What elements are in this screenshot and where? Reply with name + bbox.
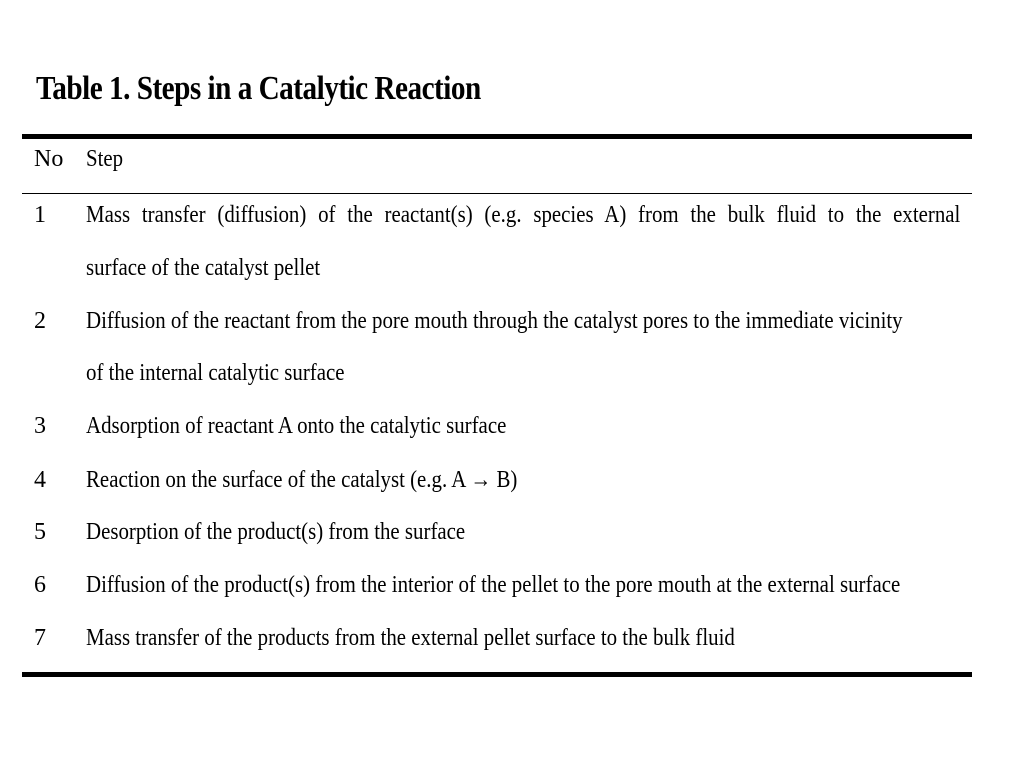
row-5-step: Desorption of the product(s) from the surface (86, 519, 466, 545)
row-3-number: 3 (34, 413, 46, 439)
row-2-step-line-1: Diffusion of the reactant from the pore mouth through the catalyst pores to the immediate vicinity (86, 308, 903, 334)
table-top-rule (22, 134, 972, 139)
row-6-number: 6 (34, 572, 46, 598)
row-5-number: 5 (34, 519, 46, 545)
row-4-number: 4 (34, 467, 46, 493)
row-7-step: Mass transfer of the products from the external pellet surface to the bulk fluid (86, 625, 735, 651)
row-1-step-line-1-text: Mass transfer (diffusion) of the reactant(s) (e.g. species A) from the bulk fluid to the external (86, 202, 961, 228)
header-no: No (34, 146, 64, 172)
table-bottom-rule (22, 672, 972, 677)
row-6-step: Diffusion of the product(s) from the interior of the pellet to the pore mouth at the external surface (86, 572, 901, 598)
row-3-step: Adsorption of reactant A onto the catalytic surface (86, 413, 507, 439)
header-step: Step (86, 146, 124, 172)
row-4-step: Reaction on the surface of the catalyst (e.g. A → B) (86, 467, 518, 493)
table-title: Table 1. Steps in a Catalytic Reaction (36, 70, 481, 107)
row-2-step-line-2: of the internal catalytic surface (86, 360, 345, 386)
table-header-rule (22, 193, 972, 194)
row-7-number: 7 (34, 625, 46, 651)
row-1-number: 1 (34, 202, 46, 228)
row-1-step-line-1 (86, 202, 960, 228)
row-2-number: 2 (34, 308, 46, 334)
row-1-step-line-2: surface of the catalyst pellet (86, 255, 321, 281)
